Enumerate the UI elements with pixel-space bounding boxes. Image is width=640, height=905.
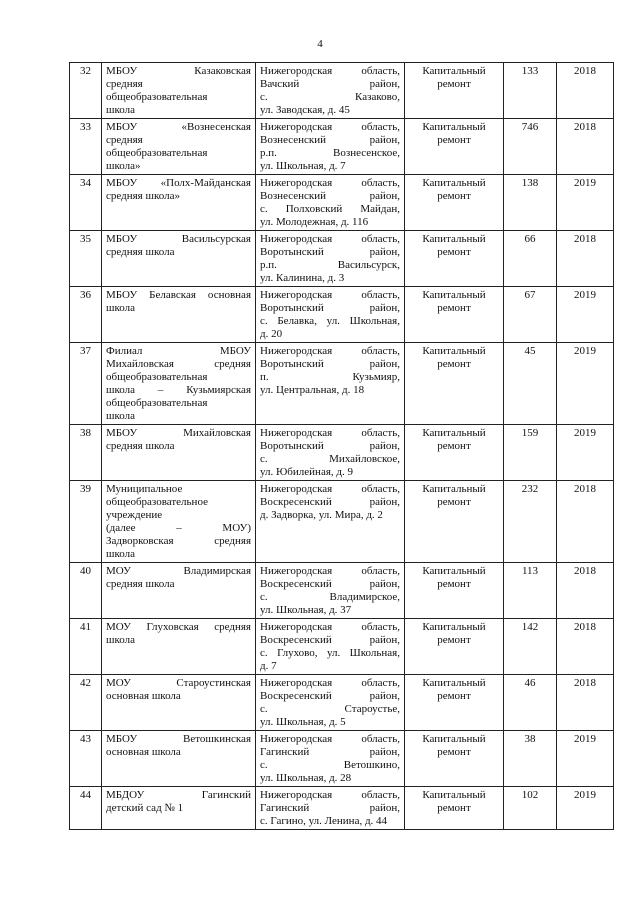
work-type-cell: Капитальный ремонт	[405, 563, 504, 619]
school-name-line: МБОУ Ветошкинская	[106, 733, 251, 745]
address-line: Воскресенский район,	[260, 690, 400, 702]
address-line: Нижегородская область,	[260, 565, 400, 577]
row-number-cell: 34	[70, 175, 102, 231]
school-name-line: учреждение	[106, 509, 163, 521]
row-number-cell: 41	[70, 619, 102, 675]
school-name-line: (далее – МОУ)	[106, 522, 251, 534]
school-name-cell	[102, 231, 256, 287]
count-cell: 46	[504, 675, 557, 731]
school-name-cell	[102, 675, 256, 731]
row-number-cell: 37	[70, 343, 102, 425]
school-name-line: МОУ Староустинская	[106, 677, 251, 689]
address-line: ул. Калинина, д. 3	[260, 272, 345, 284]
address-line: Вознесенский район,	[260, 190, 400, 202]
address-line: ул. Заводская, д. 45	[260, 104, 350, 116]
year-cell: 2019	[557, 175, 614, 231]
school-name-cell	[102, 425, 256, 481]
address-cell	[256, 563, 405, 619]
address-line: д. Задворка, ул. Мира, д. 2	[260, 509, 383, 521]
school-name-line: основная школа	[106, 746, 181, 758]
school-name-line: основная школа	[106, 690, 181, 702]
address-line: Нижегородская область,	[260, 345, 400, 357]
address-line: Нижегородская область,	[260, 289, 400, 301]
row-number-cell: 36	[70, 287, 102, 343]
address-line: с. Староустье,	[260, 703, 400, 715]
school-name-line: МБДОУ Гагинский	[106, 789, 251, 801]
row-number-cell: 40	[70, 563, 102, 619]
work-type-cell: Капитальный ремонт	[405, 63, 504, 119]
address-line: Вознесенский район,	[260, 134, 400, 146]
table-row	[70, 563, 614, 619]
count-cell: 38	[504, 731, 557, 787]
school-name-line: школа	[106, 410, 135, 422]
work-type-cell: Капитальный ремонт	[405, 175, 504, 231]
table-row	[70, 619, 614, 675]
school-name-cell	[102, 119, 256, 175]
address-line: ул. Школьная, д. 37	[260, 604, 352, 616]
address-line: р.п. Вознесенское,	[260, 147, 400, 159]
address-cell	[256, 287, 405, 343]
address-line: д. 20	[260, 328, 283, 340]
work-type-cell: Капитальный ремонт	[405, 731, 504, 787]
school-name-line: средняя школа	[106, 246, 175, 258]
year-cell: 2019	[557, 287, 614, 343]
address-line: Воскресенский район,	[260, 634, 400, 646]
count-cell: 159	[504, 425, 557, 481]
school-name-line: общеобразовательная	[106, 147, 208, 159]
work-type-cell: Капитальный ремонт	[405, 343, 504, 425]
table-body	[70, 63, 614, 830]
address-line: Нижегородская область,	[260, 483, 400, 495]
table-row	[70, 675, 614, 731]
school-name-line: школа	[106, 104, 135, 116]
school-name-cell	[102, 619, 256, 675]
school-name-line: Михайловская средняя	[106, 358, 251, 370]
school-name-line: МБОУ Казаковская	[106, 65, 251, 77]
school-name-line: средняя	[106, 134, 143, 146]
count-cell: 133	[504, 63, 557, 119]
address-line: Воротынский район,	[260, 358, 400, 370]
school-name-line: МОУ Владимирская	[106, 565, 251, 577]
address-line: Воротынский район,	[260, 246, 400, 258]
address-line: д. 7	[260, 660, 277, 672]
address-line: Нижегородская область,	[260, 733, 400, 745]
count-cell: 232	[504, 481, 557, 563]
address-line: с. Полховский Майдан,	[260, 203, 400, 215]
count-cell: 102	[504, 787, 557, 830]
address-cell	[256, 675, 405, 731]
address-cell	[256, 119, 405, 175]
school-name-line: средняя школа»	[106, 190, 180, 202]
school-name-cell	[102, 563, 256, 619]
school-name-line: средняя школа	[106, 440, 175, 452]
work-type-cell: Капитальный ремонт	[405, 787, 504, 830]
count-cell: 142	[504, 619, 557, 675]
school-name-line: Филиал МБОУ	[106, 345, 251, 357]
row-number-cell: 39	[70, 481, 102, 563]
school-name-line: МБОУ Васильсурская	[106, 233, 251, 245]
school-name-cell	[102, 731, 256, 787]
row-number-cell: 32	[70, 63, 102, 119]
table-row	[70, 119, 614, 175]
address-line: с. Казаково,	[260, 91, 400, 103]
school-name-cell	[102, 287, 256, 343]
schools-repair-table	[69, 62, 614, 830]
row-number-cell: 43	[70, 731, 102, 787]
address-line: п. Кузьмияр,	[260, 371, 400, 383]
table-row	[70, 481, 614, 563]
year-cell: 2019	[557, 731, 614, 787]
table-row	[70, 731, 614, 787]
work-type-cell: Капитальный ремонт	[405, 481, 504, 563]
address-cell	[256, 481, 405, 563]
count-cell: 45	[504, 343, 557, 425]
school-name-line: МБОУ Михайловская	[106, 427, 251, 439]
row-number-cell: 42	[70, 675, 102, 731]
year-cell: 2019	[557, 343, 614, 425]
address-cell	[256, 787, 405, 830]
table-row	[70, 63, 614, 119]
address-line: Нижегородская область,	[260, 427, 400, 439]
table-row	[70, 787, 614, 830]
school-name-line: МБОУ «Полх-Майданская	[106, 177, 251, 189]
address-line: ул. Школьная, д. 5	[260, 716, 346, 728]
year-cell: 2018	[557, 63, 614, 119]
count-cell: 746	[504, 119, 557, 175]
address-line: Воротынский район,	[260, 302, 400, 314]
count-cell: 138	[504, 175, 557, 231]
school-name-line: средняя	[106, 78, 143, 90]
address-line: с. Ветошкино,	[260, 759, 400, 771]
address-line: Гагинский район,	[260, 802, 400, 814]
address-cell	[256, 343, 405, 425]
table-row	[70, 425, 614, 481]
address-line: с. Белавка, ул. Школьная,	[260, 315, 400, 327]
school-name-line: школа»	[106, 160, 141, 172]
school-name-line: общеобразовательная	[106, 397, 208, 409]
school-name-line: школа – Кузьмиярская	[106, 384, 251, 396]
year-cell: 2018	[557, 231, 614, 287]
work-type-cell: Капитальный ремонт	[405, 425, 504, 481]
address-cell	[256, 231, 405, 287]
address-cell	[256, 731, 405, 787]
address-line: Нижегородская область,	[260, 621, 400, 633]
school-name-line: средняя школа	[106, 578, 175, 590]
school-name-line: МОУ Глуховская средняя	[106, 621, 251, 633]
year-cell: 2018	[557, 675, 614, 731]
address-line: ул. Юбилейная, д. 9	[260, 466, 353, 478]
address-line: с. Владимирское,	[260, 591, 400, 603]
school-name-line: МБОУ «Вознесенская	[106, 121, 251, 133]
work-type-cell: Капитальный ремонт	[405, 675, 504, 731]
address-cell	[256, 619, 405, 675]
school-name-cell	[102, 481, 256, 563]
table-row	[70, 175, 614, 231]
school-name-line: МБОУ Белавская основная	[106, 289, 251, 301]
school-name-line: детский сад № 1	[106, 802, 184, 814]
table-row	[70, 287, 614, 343]
address-line: Воротынский район,	[260, 440, 400, 452]
address-line: Воскресенский район,	[260, 578, 400, 590]
school-name-cell	[102, 175, 256, 231]
address-line: ул. Центральная, д. 18	[260, 384, 365, 396]
row-number-cell: 44	[70, 787, 102, 830]
work-type-cell: Капитальный ремонт	[405, 231, 504, 287]
address-line: Нижегородская область,	[260, 789, 400, 801]
year-cell: 2018	[557, 619, 614, 675]
address-line: Нижегородская область,	[260, 677, 400, 689]
school-name-line: школа	[106, 634, 135, 646]
address-line: Вачский район,	[260, 78, 400, 90]
school-name-line: общеобразовательная	[106, 371, 208, 383]
school-name-line: общеобразовательное	[106, 496, 208, 508]
table-row	[70, 231, 614, 287]
address-line: Нижегородская область,	[260, 65, 400, 77]
count-cell: 67	[504, 287, 557, 343]
row-number-cell: 38	[70, 425, 102, 481]
school-name-cell	[102, 343, 256, 425]
school-name-line: Муниципальное	[106, 483, 183, 495]
address-line: Нижегородская область,	[260, 177, 400, 189]
address-cell	[256, 425, 405, 481]
school-name-line: Задворковская средняя	[106, 535, 251, 547]
school-name-line: школа	[106, 548, 135, 560]
year-cell: 2019	[557, 787, 614, 830]
work-type-cell: Капитальный ремонт	[405, 619, 504, 675]
address-line: ул. Школьная, д. 7	[260, 160, 346, 172]
work-type-cell: Капитальный ремонт	[405, 287, 504, 343]
year-cell: 2018	[557, 481, 614, 563]
school-name-cell	[102, 787, 256, 830]
address-line: Воскресенский район,	[260, 496, 400, 508]
address-cell	[256, 63, 405, 119]
address-line: с. Гагино, ул. Ленина, д. 44	[260, 815, 388, 827]
work-type-cell: Капитальный ремонт	[405, 119, 504, 175]
address-cell	[256, 175, 405, 231]
row-number-cell: 33	[70, 119, 102, 175]
count-cell: 66	[504, 231, 557, 287]
address-line: ул. Молодежная, д. 116	[260, 216, 369, 228]
year-cell: 2018	[557, 563, 614, 619]
address-line: Нижегородская область,	[260, 121, 400, 133]
row-number-cell: 35	[70, 231, 102, 287]
address-line: р.п. Васильсурск,	[260, 259, 400, 271]
address-line: с. Глухово, ул. Школьная,	[260, 647, 400, 659]
year-cell: 2018	[557, 119, 614, 175]
year-cell: 2019	[557, 425, 614, 481]
school-name-line: школа	[106, 302, 135, 314]
count-cell: 113	[504, 563, 557, 619]
school-name-line: общеобразовательная	[106, 91, 208, 103]
address-line: с. Михайловское,	[260, 453, 400, 465]
address-line: Гагинский район,	[260, 746, 400, 758]
address-line: ул. Школьная, д. 28	[260, 772, 352, 784]
school-name-cell	[102, 63, 256, 119]
address-line: Нижегородская область,	[260, 233, 400, 245]
page-number: 4	[317, 38, 323, 50]
table-row	[70, 343, 614, 425]
